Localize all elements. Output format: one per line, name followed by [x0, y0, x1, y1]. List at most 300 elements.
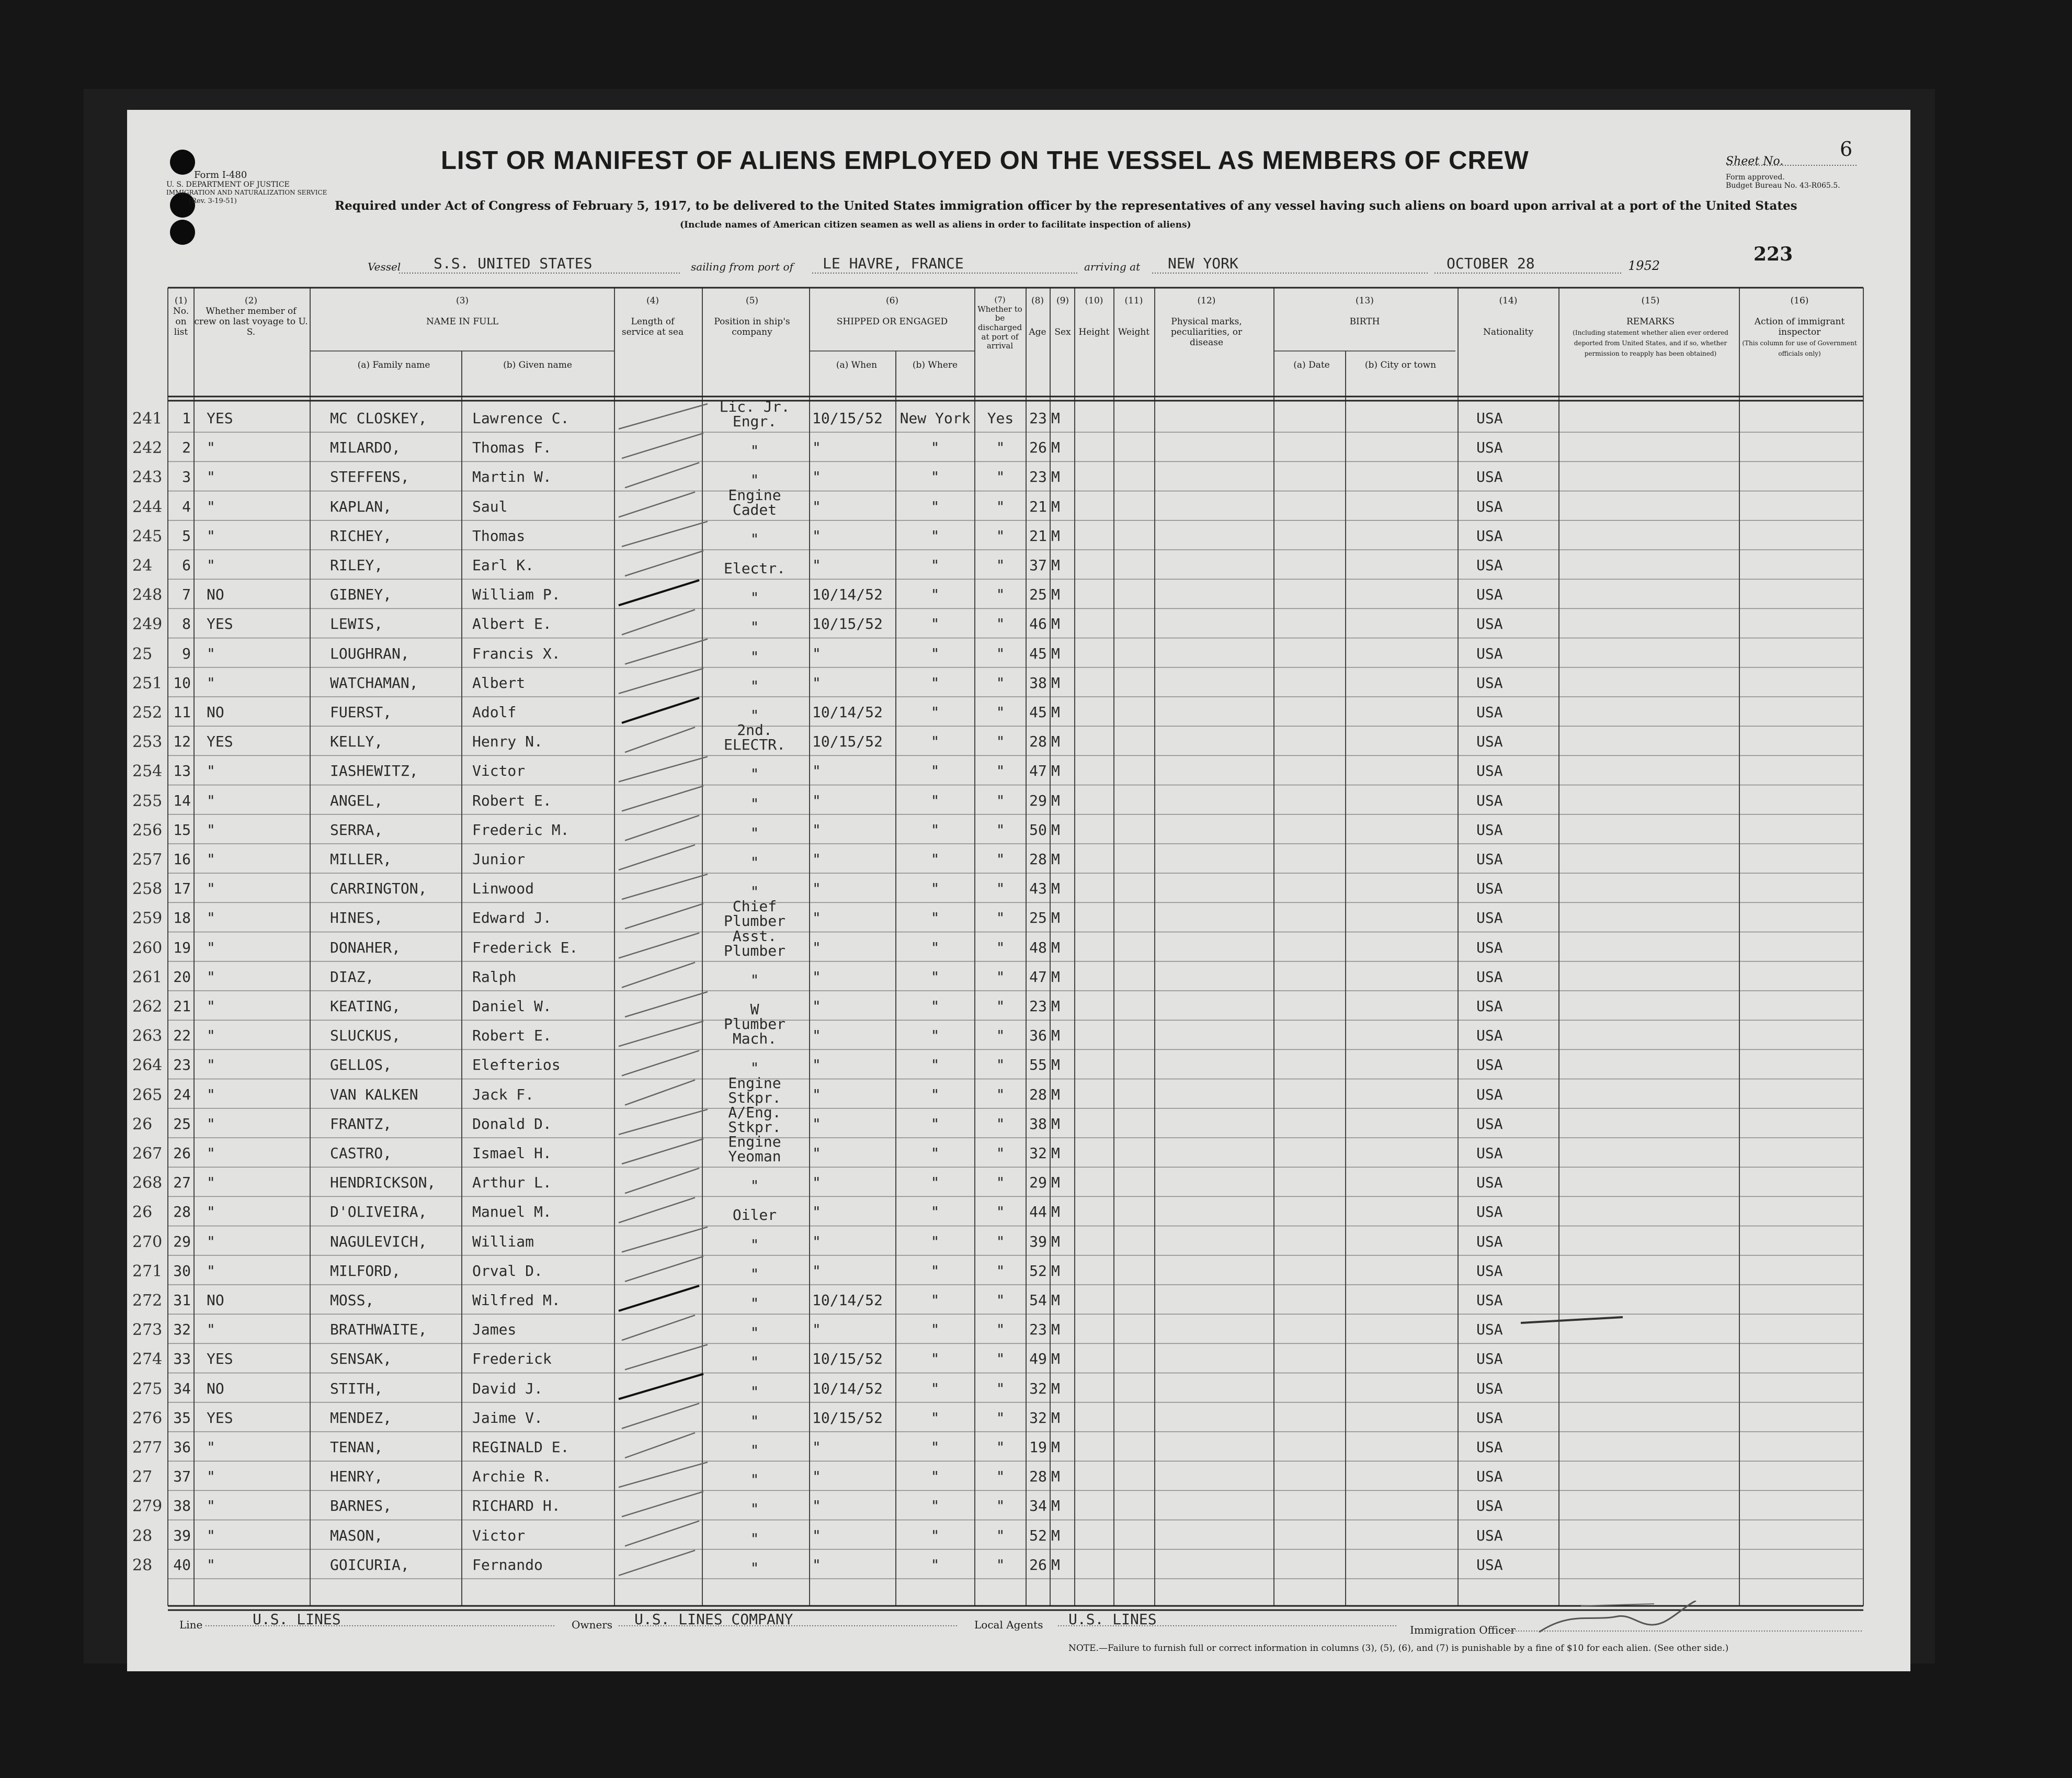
col-header-action: (16) Action of immigrant inspector (This column for use of Government officials only) — [1742, 296, 1857, 358]
row-number: 23 — [173, 1056, 191, 1074]
row-position-line2: " — [750, 1265, 759, 1283]
row-sex: M — [1051, 1409, 1060, 1426]
sheet-number: 6 — [1840, 138, 1853, 161]
row-last-voyage: " — [207, 1439, 215, 1456]
row-position-line2: " — [750, 442, 759, 460]
row-last-voyage: " — [207, 1526, 215, 1544]
row-handwritten-number: 260 — [132, 938, 163, 957]
row-shipped-where: " — [930, 1292, 940, 1309]
row-sex: M — [1051, 615, 1060, 633]
row-shipped-when: 10/15/52 — [812, 1350, 883, 1368]
row-number: 28 — [173, 1203, 191, 1221]
row-given-name: Henry N. — [472, 733, 543, 751]
row-family-name: VAN KALKEN — [330, 1085, 418, 1103]
page-title: LIST OR MANIFEST OF ALIENS EMPLOYED ON THE VESSEL AS MEMBERS OF CREW — [441, 146, 1529, 175]
row-number: 12 — [173, 733, 191, 751]
col-header-height: (10) Height — [1078, 296, 1110, 338]
row-discharged: " — [996, 968, 1005, 986]
col-header-given: (b) Given name — [503, 360, 572, 370]
row-shipped-where: " — [930, 586, 940, 604]
row-position-line2: " — [750, 1442, 759, 1459]
row-shipped-when: " — [812, 527, 821, 545]
row-shipped-when: " — [812, 1056, 821, 1074]
row-number: 19 — [173, 938, 191, 956]
row-shipped-where: " — [930, 1085, 940, 1103]
row-position-line2: Engr. — [732, 413, 777, 430]
row-handwritten-number: 257 — [132, 851, 163, 869]
row-shipped-when: " — [812, 644, 821, 662]
row-age: 25 — [1029, 909, 1047, 927]
row-number: 3 — [182, 468, 191, 486]
row-last-voyage: YES — [207, 1350, 233, 1368]
row-sex: M — [1051, 851, 1060, 868]
row-family-name: D'OLIVEIRA, — [330, 1203, 427, 1221]
row-number: 40 — [173, 1556, 191, 1573]
row-position-line2: " — [750, 530, 759, 548]
row-last-voyage: " — [207, 439, 215, 457]
footer-line-label: Line — [179, 1618, 203, 1631]
row-shipped-where: " — [930, 762, 940, 780]
row-position-line1: Chief — [732, 898, 777, 915]
row-discharged: " — [996, 1203, 1005, 1221]
row-nationality: USA — [1476, 1556, 1503, 1573]
row-discharged: " — [996, 468, 1005, 486]
row-given-name: Frederic M. — [472, 821, 570, 839]
row-last-voyage: " — [207, 968, 215, 986]
row-number: 25 — [173, 1115, 191, 1133]
row-given-name: Linwood — [472, 880, 534, 898]
row-shipped-when: " — [812, 1497, 821, 1515]
row-discharged: " — [996, 791, 1005, 809]
row-sex: M — [1051, 704, 1060, 721]
row-shipped-where: " — [930, 998, 940, 1015]
row-age: 28 — [1029, 851, 1047, 868]
row-handwritten-number: 241 — [132, 410, 163, 428]
row-position-line2: Stkpr. — [728, 1118, 781, 1136]
row-age: 25 — [1029, 586, 1047, 604]
form-revision: (Rev. 3-19-51) — [189, 197, 237, 205]
row-handwritten-number: 262 — [132, 998, 163, 1016]
row-sex: M — [1051, 762, 1060, 780]
row-shipped-where: " — [930, 1262, 940, 1279]
row-nationality: USA — [1476, 1203, 1503, 1221]
row-handwritten-number: 273 — [132, 1321, 163, 1340]
col-header-birth-date: (a) Date — [1293, 360, 1330, 370]
row-family-name: SERRA, — [330, 821, 383, 839]
row-number: 5 — [182, 527, 191, 545]
row-discharged: " — [996, 1145, 1005, 1162]
row-shipped-where: " — [930, 1439, 940, 1456]
row-last-voyage: " — [207, 1556, 215, 1573]
row-handwritten-number: 265 — [132, 1085, 163, 1104]
row-nationality: USA — [1476, 410, 1503, 427]
row-number: 7 — [182, 586, 191, 604]
row-discharged: " — [996, 998, 1005, 1015]
row-position-line2: " — [750, 824, 759, 842]
row-shipped-where: " — [930, 791, 940, 809]
row-discharged: " — [996, 557, 1005, 574]
row-age: 38 — [1029, 1115, 1047, 1133]
row-position-line2: " — [750, 854, 759, 871]
sailing-label: sailing from port of — [691, 261, 793, 273]
row-last-voyage: " — [207, 468, 215, 486]
row-age: 28 — [1029, 1085, 1047, 1103]
row-given-name: Robert E. — [472, 1027, 552, 1045]
row-number: 9 — [182, 644, 191, 662]
row-given-name: Francis X. — [472, 644, 561, 662]
row-handwritten-number: 28 — [132, 1526, 153, 1545]
row-nationality: USA — [1476, 938, 1503, 956]
row-sex: M — [1051, 938, 1060, 956]
col-header-birth: (13) BIRTH — [1349, 296, 1380, 327]
row-given-name: Thomas — [472, 527, 526, 545]
row-nationality: USA — [1476, 615, 1503, 633]
row-handwritten-number: 268 — [132, 1174, 163, 1193]
row-number: 24 — [173, 1085, 191, 1103]
row-sex: M — [1051, 1262, 1060, 1279]
row-nationality: USA — [1476, 1439, 1503, 1456]
row-discharged: " — [996, 1556, 1005, 1573]
row-sex: M — [1051, 998, 1060, 1015]
row-given-name: David J. — [472, 1379, 543, 1397]
arriving-label: arriving at — [1084, 261, 1141, 273]
row-shipped-where: " — [930, 1321, 940, 1339]
row-last-voyage: NO — [207, 586, 224, 604]
row-nationality: USA — [1476, 998, 1503, 1015]
row-nationality: USA — [1476, 1468, 1503, 1486]
row-shipped-where: " — [930, 1468, 940, 1486]
row-given-name: Earl K. — [472, 557, 534, 574]
row-number: 8 — [182, 615, 191, 633]
row-discharged: " — [996, 1321, 1005, 1339]
row-handwritten-number: 244 — [132, 497, 163, 516]
row-last-voyage: " — [207, 1145, 215, 1162]
row-age: 49 — [1029, 1350, 1047, 1368]
row-family-name: CARRINGTON, — [330, 880, 427, 898]
row-sex: M — [1051, 733, 1060, 751]
col-header-weight: (11) Weight — [1118, 296, 1150, 338]
row-shipped-when: " — [812, 909, 821, 927]
row-number: 31 — [173, 1292, 191, 1309]
row-age: 47 — [1029, 762, 1047, 780]
row-sex: M — [1051, 1468, 1060, 1486]
row-age: 38 — [1029, 674, 1047, 692]
row-age: 19 — [1029, 1439, 1047, 1456]
row-shipped-where: " — [930, 439, 940, 457]
row-last-voyage: " — [207, 762, 215, 780]
row-position-line2: " — [750, 1500, 759, 1518]
row-shipped-where: " — [930, 1056, 940, 1074]
row-number: 18 — [173, 909, 191, 927]
row-position-line1: Engine — [728, 1133, 781, 1150]
row-nationality: USA — [1476, 1056, 1503, 1074]
row-sex: M — [1051, 968, 1060, 986]
row-shipped-when: " — [812, 1439, 821, 1456]
row-shipped-where: " — [930, 938, 940, 956]
col-header-age: (8) Age — [1029, 296, 1046, 338]
row-given-name: Albert — [472, 674, 526, 692]
row-given-name: Elefterios — [472, 1056, 561, 1074]
row-handwritten-number: 243 — [132, 468, 163, 487]
row-family-name: KELLY, — [330, 733, 383, 751]
row-nationality: USA — [1476, 644, 1503, 662]
row-nationality: USA — [1476, 733, 1503, 751]
row-position-line2: " — [750, 1295, 759, 1312]
sheet-budget: Budget Bureau No. 43-R065.5. — [1726, 182, 1840, 190]
form-number: Form I-480 — [194, 169, 247, 180]
col-header-sex: (9) Sex — [1054, 296, 1071, 338]
row-sex: M — [1051, 1232, 1060, 1250]
row-nationality: USA — [1476, 968, 1503, 986]
row-handwritten-number: 26 — [132, 1115, 153, 1134]
row-last-voyage: NO — [207, 704, 224, 721]
row-nationality: USA — [1476, 851, 1503, 868]
row-family-name: MOSS, — [330, 1292, 374, 1309]
row-sex: M — [1051, 1056, 1060, 1074]
row-given-name: Manuel M. — [472, 1203, 552, 1221]
row-position-line2: Electr. — [723, 560, 785, 577]
row-sex: M — [1051, 1115, 1060, 1133]
row-age: 26 — [1029, 1556, 1047, 1573]
row-handwritten-number: 274 — [132, 1350, 163, 1369]
row-age: 55 — [1029, 1056, 1047, 1074]
row-discharged: " — [996, 1027, 1005, 1045]
row-age: 39 — [1029, 1232, 1047, 1250]
row-discharged: " — [996, 615, 1005, 633]
row-last-voyage: " — [207, 909, 215, 927]
row-handwritten-number: 267 — [132, 1145, 163, 1163]
row-shipped-when: " — [812, 1174, 821, 1192]
row-number: 1 — [182, 410, 191, 427]
row-position-line2: " — [750, 1177, 759, 1195]
row-discharged: " — [996, 586, 1005, 604]
row-discharged: " — [996, 821, 1005, 839]
row-sex: M — [1051, 1145, 1060, 1162]
row-handwritten-number: 255 — [132, 791, 163, 810]
row-shipped-when: " — [812, 439, 821, 457]
col-header-discharged: (7) Whether to be discharged at port of arrival — [977, 295, 1022, 351]
row-nationality: USA — [1476, 527, 1503, 545]
row-shipped-when: " — [812, 1203, 821, 1221]
row-given-name: Victor — [472, 1526, 526, 1544]
row-handwritten-number: 263 — [132, 1027, 163, 1046]
row-shipped-when: " — [812, 468, 821, 486]
row-shipped-when: " — [812, 674, 821, 692]
row-family-name: MILFORD, — [330, 1262, 401, 1279]
row-family-name: DIAZ, — [330, 968, 374, 986]
row-age: 23 — [1029, 1321, 1047, 1339]
sheet-approved: Form approved. — [1726, 173, 1785, 182]
row-family-name: RICHEY, — [330, 527, 392, 545]
row-nationality: USA — [1476, 497, 1503, 515]
row-age: 47 — [1029, 968, 1047, 986]
row-shipped-when: " — [812, 851, 821, 868]
row-last-voyage: " — [207, 1174, 215, 1192]
col-header-number: (1) No. on list — [173, 296, 189, 338]
row-position-line2: " — [750, 1353, 759, 1371]
row-handwritten-number: 254 — [132, 762, 163, 781]
row-shipped-where: " — [930, 1526, 940, 1544]
row-age: 52 — [1029, 1526, 1047, 1544]
row-age: 23 — [1029, 998, 1047, 1015]
row-position-line2: ELECTR. — [723, 736, 785, 754]
row-nationality: USA — [1476, 439, 1503, 457]
row-shipped-where: " — [930, 1203, 940, 1221]
row-nationality: USA — [1476, 791, 1503, 809]
row-shipped-when: " — [812, 497, 821, 515]
row-given-name: James — [472, 1321, 517, 1339]
row-last-voyage: YES — [207, 615, 233, 633]
row-given-name: Thomas F. — [472, 439, 552, 457]
row-shipped-where: New York — [900, 410, 971, 427]
row-position-line2: " — [750, 589, 759, 607]
row-family-name: LOUGHRAN, — [330, 644, 409, 662]
row-given-name: Frederick E. — [472, 938, 578, 956]
row-sex: M — [1051, 791, 1060, 809]
row-shipped-when: " — [812, 1145, 821, 1162]
row-discharged: " — [996, 704, 1005, 721]
row-number: 32 — [173, 1321, 191, 1339]
col-header-service: (4) Length of service at sea — [621, 296, 684, 338]
row-given-name: William P. — [472, 586, 561, 604]
row-handwritten-number: 253 — [132, 733, 163, 752]
row-position-line2: Plumber — [723, 942, 785, 959]
row-shipped-when: " — [812, 557, 821, 574]
row-position-line2: Cadet — [732, 501, 777, 518]
row-shipped-where: " — [930, 968, 940, 986]
row-position-line2: " — [750, 1559, 759, 1577]
row-shipped-when: 10/14/52 — [812, 1379, 883, 1397]
row-shipped-where: " — [930, 1174, 940, 1192]
row-number: 34 — [173, 1379, 191, 1397]
row-discharged: " — [996, 1439, 1005, 1456]
row-family-name: IASHEWITZ, — [330, 762, 418, 780]
row-sex: M — [1051, 1085, 1060, 1103]
row-position-line2: " — [750, 1324, 759, 1342]
row-nationality: USA — [1476, 1292, 1503, 1309]
row-position-line2: " — [750, 1530, 759, 1547]
row-sex: M — [1051, 821, 1060, 839]
row-handwritten-number: 27 — [132, 1468, 153, 1487]
footer-owners-label: Owners — [572, 1618, 613, 1631]
row-age: 54 — [1029, 1292, 1047, 1309]
row-sex: M — [1051, 1027, 1060, 1045]
row-given-name: Ismael H. — [472, 1145, 552, 1162]
page-subnote: (Include names of American citizen seamen as well as aliens in order to facilitate inspection of aliens) — [680, 220, 1191, 230]
col-header-name: (3) NAME IN FULL — [426, 296, 499, 327]
row-nationality: USA — [1476, 468, 1503, 486]
row-handwritten-number: 259 — [132, 909, 163, 928]
row-family-name: SENSAK, — [330, 1350, 392, 1368]
row-age: 45 — [1029, 644, 1047, 662]
row-given-name: Arthur L. — [472, 1174, 552, 1192]
row-sex: M — [1051, 909, 1060, 927]
row-handwritten-number: 28 — [132, 1556, 153, 1575]
row-last-voyage: " — [207, 1321, 215, 1339]
footer-agents: U.S. LINES — [1068, 1611, 1157, 1628]
row-nationality: USA — [1476, 1232, 1503, 1250]
row-age: 37 — [1029, 557, 1047, 574]
row-position-line1: Plumber — [723, 1015, 785, 1033]
row-position-line2: " — [750, 765, 759, 783]
row-nationality: USA — [1476, 1145, 1503, 1162]
row-discharged: " — [996, 439, 1005, 457]
row-discharged: " — [996, 1085, 1005, 1103]
row-shipped-where: " — [930, 615, 940, 633]
row-age: 26 — [1029, 439, 1047, 457]
row-family-name: HENRY, — [330, 1468, 383, 1486]
row-last-voyage: " — [207, 1497, 215, 1515]
row-nationality: USA — [1476, 762, 1503, 780]
row-family-name: HENDRICKSON, — [330, 1174, 436, 1192]
row-given-name: Fernando — [472, 1556, 543, 1573]
row-last-voyage: " — [207, 1468, 215, 1486]
row-nationality: USA — [1476, 1409, 1503, 1426]
row-number: 26 — [173, 1145, 191, 1162]
row-handwritten-number: 258 — [132, 880, 163, 899]
row-shipped-where: " — [930, 557, 940, 574]
row-nationality: USA — [1476, 880, 1503, 898]
row-shipped-when: " — [812, 1115, 821, 1133]
row-nationality: USA — [1476, 704, 1503, 721]
row-shipped-when: " — [812, 791, 821, 809]
row-last-voyage: " — [207, 851, 215, 868]
row-number: 35 — [173, 1409, 191, 1426]
row-age: 46 — [1029, 615, 1047, 633]
row-given-name: Frederick — [472, 1350, 552, 1368]
row-discharged: " — [996, 1056, 1005, 1074]
row-handwritten-number: 261 — [132, 968, 163, 987]
footer-officer-label: Immigration Officer — [1410, 1624, 1516, 1636]
row-position-line2: " — [750, 1059, 759, 1077]
row-sex: M — [1051, 1439, 1060, 1456]
row-handwritten-number: 24 — [132, 557, 153, 575]
row-given-name: Victor — [472, 762, 526, 780]
row-family-name: SLUCKUS, — [330, 1027, 401, 1045]
row-shipped-when: " — [812, 1262, 821, 1279]
col-header-birth-city: (b) City or town — [1364, 360, 1437, 370]
row-discharged: " — [996, 1350, 1005, 1368]
row-given-name: Robert E. — [472, 791, 552, 809]
row-age: 23 — [1029, 410, 1047, 427]
row-sex: M — [1051, 1526, 1060, 1544]
row-position-line2: " — [750, 883, 759, 901]
row-sex: M — [1051, 586, 1060, 604]
row-shipped-when: " — [812, 1526, 821, 1544]
row-nationality: USA — [1476, 1174, 1503, 1192]
row-given-name: Daniel W. — [472, 998, 552, 1015]
row-shipped-when: " — [812, 880, 821, 898]
form-service: IMMIGRATION AND NATURALIZATION SERVICE — [166, 189, 327, 196]
row-handwritten-number: 242 — [132, 439, 163, 458]
row-shipped-where: " — [930, 704, 940, 721]
row-family-name: KEATING, — [330, 998, 401, 1015]
row-age: 36 — [1029, 1027, 1047, 1045]
row-last-voyage: " — [207, 880, 215, 898]
row-family-name: GOICURIA, — [330, 1556, 409, 1573]
row-given-name: Ralph — [472, 968, 517, 986]
row-handwritten-number: 251 — [132, 674, 163, 693]
row-position-line1: Engine — [728, 486, 781, 504]
row-sex: M — [1051, 557, 1060, 574]
row-position-line1: Asst. — [732, 927, 777, 945]
row-shipped-when: 10/15/52 — [812, 733, 883, 751]
row-family-name: STITH, — [330, 1379, 383, 1397]
col-header-shipped-where: (b) Where — [912, 360, 958, 370]
row-position-line2: " — [750, 1412, 759, 1430]
row-discharged: " — [996, 851, 1005, 868]
row-shipped-where: " — [930, 851, 940, 868]
